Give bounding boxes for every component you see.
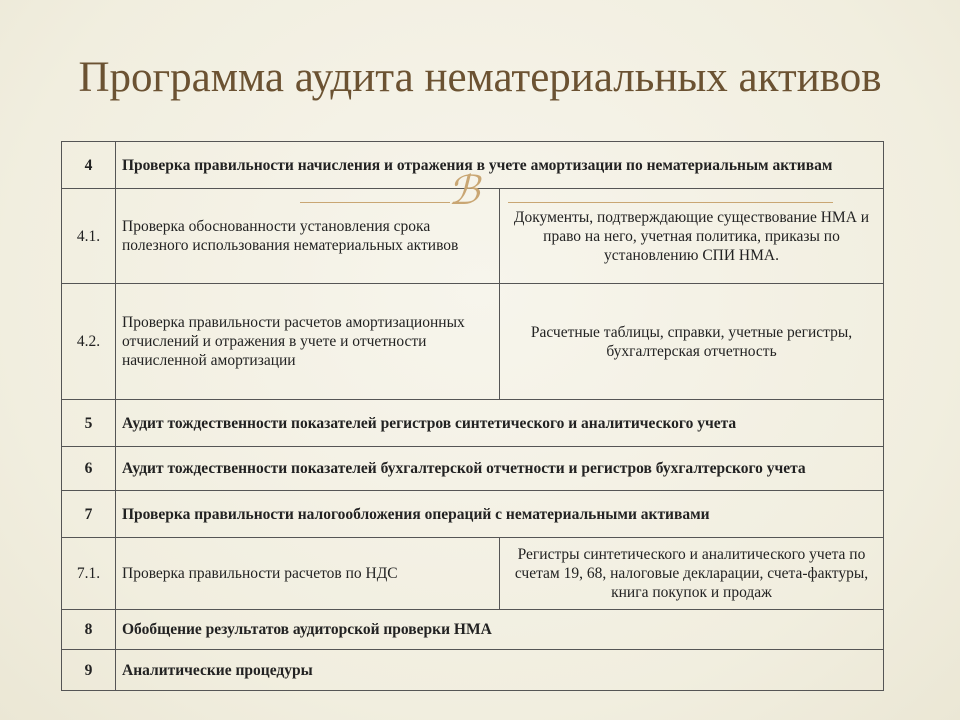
ornament-line-left xyxy=(300,202,450,203)
table-row xyxy=(62,491,884,538)
row-documents: Расчетные таблицы, справки, учетные регистры, бухгалтерская отчетность xyxy=(500,284,884,400)
row-description: Проверка обоснованности установления срока полезного использования нематериальных активов xyxy=(116,189,500,284)
row-documents: Документы, подтверждающие существование НМА и право на него, учетная политика, приказы по установлению СПИ НМА. xyxy=(500,189,884,284)
row-number: 8 xyxy=(62,610,116,650)
row-number: 9 xyxy=(62,650,116,691)
audit-program-table xyxy=(61,141,884,691)
ornament-line-right xyxy=(508,202,833,203)
table-row xyxy=(62,400,884,447)
row-description: Проверка правильности расчетов по НДС xyxy=(116,538,500,610)
row-number: 4.2. xyxy=(62,284,116,400)
row-description: Проверка правильности расчетов амортизационных отчислений и отражения в учете и отчетности начисленной амортизации xyxy=(116,284,500,400)
row-heading: Аудит тождественности показателей регистров синтетического и аналитического учета xyxy=(116,400,884,447)
table-row xyxy=(62,650,884,691)
row-number: 6 xyxy=(62,447,116,491)
row-number: 7.1. xyxy=(62,538,116,610)
table-row xyxy=(62,538,884,610)
row-heading: Проверка правильности налогообложения операций с нематериальными активами xyxy=(116,491,884,538)
flourish-ornament-icon: ℬ xyxy=(448,168,480,213)
table-row xyxy=(62,284,884,400)
table-row xyxy=(62,447,884,491)
row-heading: Проверка правильности начисления и отражения в учете амортизации по нематериальным активам xyxy=(116,142,884,189)
row-heading: Обобщение результатов аудиторской проверки НМА xyxy=(116,610,884,650)
row-number: 7 xyxy=(62,491,116,538)
row-number: 4 xyxy=(62,142,116,189)
slide-title: Программа аудита нематериальных активов xyxy=(78,53,882,101)
row-heading: Аналитические процедуры xyxy=(116,650,884,691)
row-heading: Аудит тождественности показателей бухгалтерской отчетности и регистров бухгалтерского учета xyxy=(116,447,884,491)
row-documents: Регистры синтетического и аналитического учета по счетам 19, 68, налоговые декларации, счета-фактуры, книга покупок и продаж xyxy=(500,538,884,610)
row-number: 4.1. xyxy=(62,189,116,284)
table-row xyxy=(62,610,884,650)
row-number: 5 xyxy=(62,400,116,447)
